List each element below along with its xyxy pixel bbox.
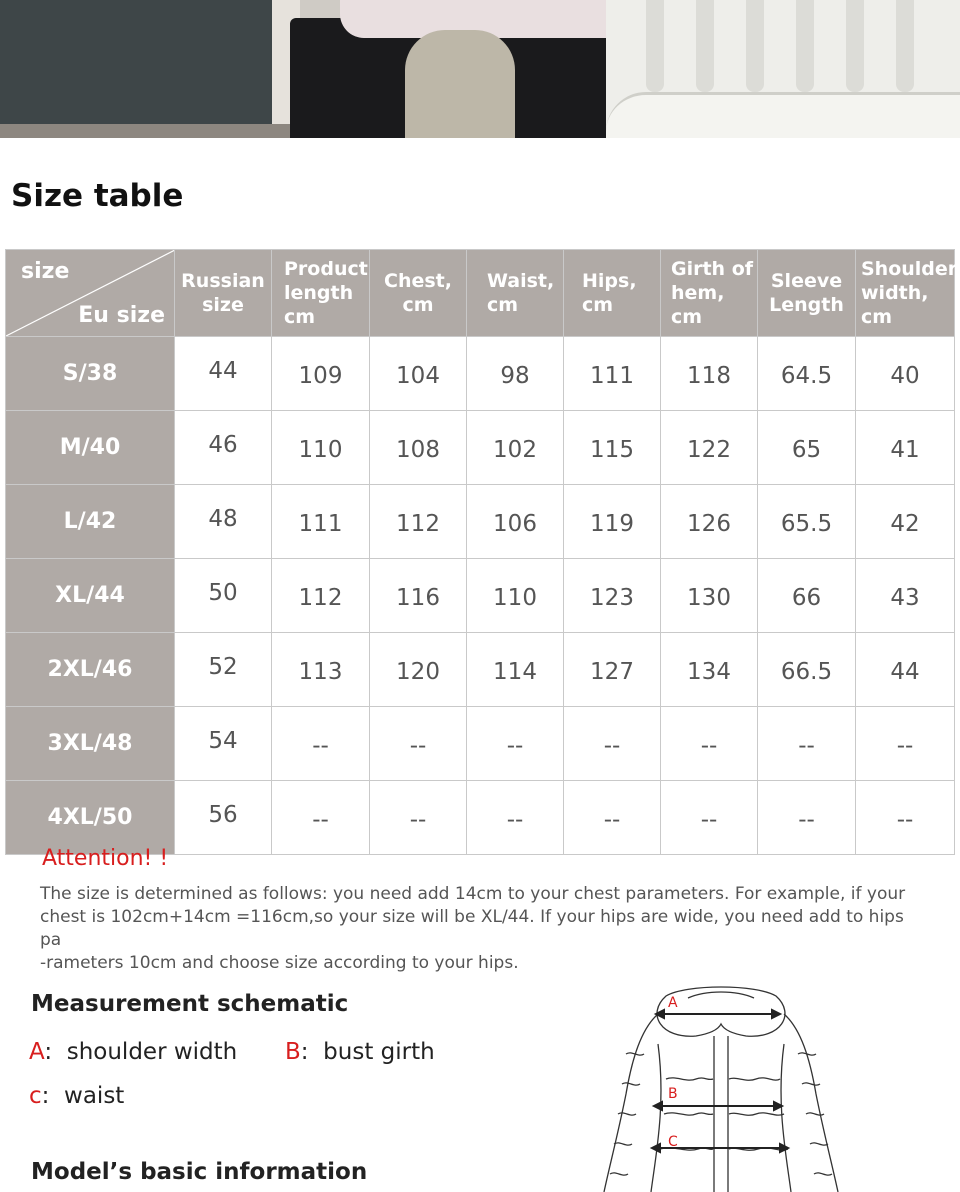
header-product-length: Product length cm bbox=[272, 250, 370, 337]
measurement-cell: 116 bbox=[370, 559, 467, 633]
note-line: -rameters 10cm and choose size according to your hips. bbox=[40, 953, 519, 973]
diagram-label-a: A bbox=[668, 995, 678, 1011]
measurement-cell: -- bbox=[370, 707, 467, 781]
measurement-cell: 114 bbox=[467, 633, 564, 707]
schematic-title: Measurement schematic bbox=[31, 991, 349, 1017]
russian-size-cell: 46 bbox=[175, 411, 272, 485]
measurement-cell: 134 bbox=[661, 633, 758, 707]
measurement-cell: 126 bbox=[661, 485, 758, 559]
measurement-cell: 111 bbox=[272, 485, 370, 559]
header-waist: Waist, cm bbox=[467, 250, 564, 337]
measurement-cell: 44 bbox=[856, 633, 955, 707]
measurement-cell: 111 bbox=[564, 337, 661, 411]
section-title: Size table bbox=[11, 178, 184, 214]
measurement-cell: 42 bbox=[856, 485, 955, 559]
table-row bbox=[6, 337, 955, 411]
corner-header bbox=[6, 250, 175, 337]
header-russian: Russian size bbox=[175, 250, 272, 337]
eu-size-cell: 3XL/48 bbox=[6, 707, 175, 781]
diagram-label-b: B bbox=[668, 1086, 678, 1102]
measurement-cell: 127 bbox=[564, 633, 661, 707]
measurement-cell: 104 bbox=[370, 337, 467, 411]
measurement-cell: 110 bbox=[467, 559, 564, 633]
measurement-cell: 112 bbox=[272, 559, 370, 633]
diagram-label-c: C bbox=[668, 1134, 678, 1150]
measurement-cell: 113 bbox=[272, 633, 370, 707]
measurement-cell: 98 bbox=[467, 337, 564, 411]
table-row bbox=[6, 633, 955, 707]
measurement-cell: 109 bbox=[272, 337, 370, 411]
table-row bbox=[6, 707, 955, 781]
measurement-cell: -- bbox=[564, 781, 661, 855]
eu-size-cell: L/42 bbox=[6, 485, 175, 559]
eu-size-cell: S/38 bbox=[6, 337, 175, 411]
measurement-cell: 112 bbox=[370, 485, 467, 559]
product-photo bbox=[0, 0, 960, 138]
table-row bbox=[6, 781, 955, 855]
measurement-cell: -- bbox=[661, 707, 758, 781]
note-line: chest is 102cm+14cm =116cm,so your size will be XL/44. If your hips are wide, you need add to hips pa bbox=[40, 907, 904, 950]
measurement-cell: 66.5 bbox=[758, 633, 856, 707]
table-row bbox=[6, 411, 955, 485]
measurement-cell: 106 bbox=[467, 485, 564, 559]
measurement-cell: 43 bbox=[856, 559, 955, 633]
legend-b: B: bust girth bbox=[285, 1039, 435, 1065]
attention-note bbox=[40, 883, 910, 975]
measurement-cell: 40 bbox=[856, 337, 955, 411]
measurement-cell: -- bbox=[272, 781, 370, 855]
measurement-cell: -- bbox=[758, 781, 856, 855]
measurement-cell: -- bbox=[370, 781, 467, 855]
corner-eu-label: Eu size bbox=[78, 303, 165, 328]
eu-size-cell: XL/44 bbox=[6, 559, 175, 633]
measurement-cell: 65.5 bbox=[758, 485, 856, 559]
measurement-cell: -- bbox=[467, 781, 564, 855]
measurement-cell: -- bbox=[564, 707, 661, 781]
measurement-cell: 119 bbox=[564, 485, 661, 559]
legend-a: A: shoulder width bbox=[29, 1039, 238, 1065]
attention-title: Attention! ! bbox=[42, 846, 169, 871]
legend-c: c: waist bbox=[29, 1083, 125, 1109]
measurement-cell: 66 bbox=[758, 559, 856, 633]
measurement-cell: 102 bbox=[467, 411, 564, 485]
measurement-cell: -- bbox=[856, 781, 955, 855]
russian-size-cell: 48 bbox=[175, 485, 272, 559]
measurement-cell: 122 bbox=[661, 411, 758, 485]
size-table bbox=[5, 249, 958, 855]
measurement-cell: 41 bbox=[856, 411, 955, 485]
note-line: The size is determined as follows: you need add 14cm to your chest parameters. For example, if your bbox=[40, 884, 906, 904]
measurement-cell: 115 bbox=[564, 411, 661, 485]
measurement-cell: -- bbox=[856, 707, 955, 781]
russian-size-cell: 54 bbox=[175, 707, 272, 781]
eu-size-cell: M/40 bbox=[6, 411, 175, 485]
header-chest: Chest, cm bbox=[370, 250, 467, 337]
measurement-cell: 110 bbox=[272, 411, 370, 485]
measurement-cell: 120 bbox=[370, 633, 467, 707]
eu-size-cell: 4XL/50 bbox=[6, 781, 175, 855]
eu-size-cell: 2XL/46 bbox=[6, 633, 175, 707]
measurement-cell: 64.5 bbox=[758, 337, 856, 411]
russian-size-cell: 56 bbox=[175, 781, 272, 855]
russian-size-cell: 52 bbox=[175, 633, 272, 707]
measurement-cell: 65 bbox=[758, 411, 856, 485]
measurement-cell: 108 bbox=[370, 411, 467, 485]
header-hem: Girth of hem, cm bbox=[661, 250, 758, 337]
russian-size-cell: 44 bbox=[175, 337, 272, 411]
header-row bbox=[6, 250, 955, 337]
measurement-cell: -- bbox=[661, 781, 758, 855]
table-row bbox=[6, 559, 955, 633]
header-sleeve: Sleeve Length bbox=[758, 250, 856, 337]
measurement-cell: 123 bbox=[564, 559, 661, 633]
measurement-cell: -- bbox=[272, 707, 370, 781]
header-hips: Hips, cm bbox=[564, 250, 661, 337]
table-row bbox=[6, 485, 955, 559]
corner-size-label: size bbox=[21, 259, 70, 284]
measurement-cell: -- bbox=[758, 707, 856, 781]
measurement-cell: -- bbox=[467, 707, 564, 781]
measurement-cell: 130 bbox=[661, 559, 758, 633]
measurement-cell: 118 bbox=[661, 337, 758, 411]
jacket-schematic bbox=[596, 984, 846, 1192]
russian-size-cell: 50 bbox=[175, 559, 272, 633]
model-info-title: Model’s basic information bbox=[31, 1159, 368, 1185]
header-shoulder: Shoulder width, cm bbox=[856, 250, 955, 337]
